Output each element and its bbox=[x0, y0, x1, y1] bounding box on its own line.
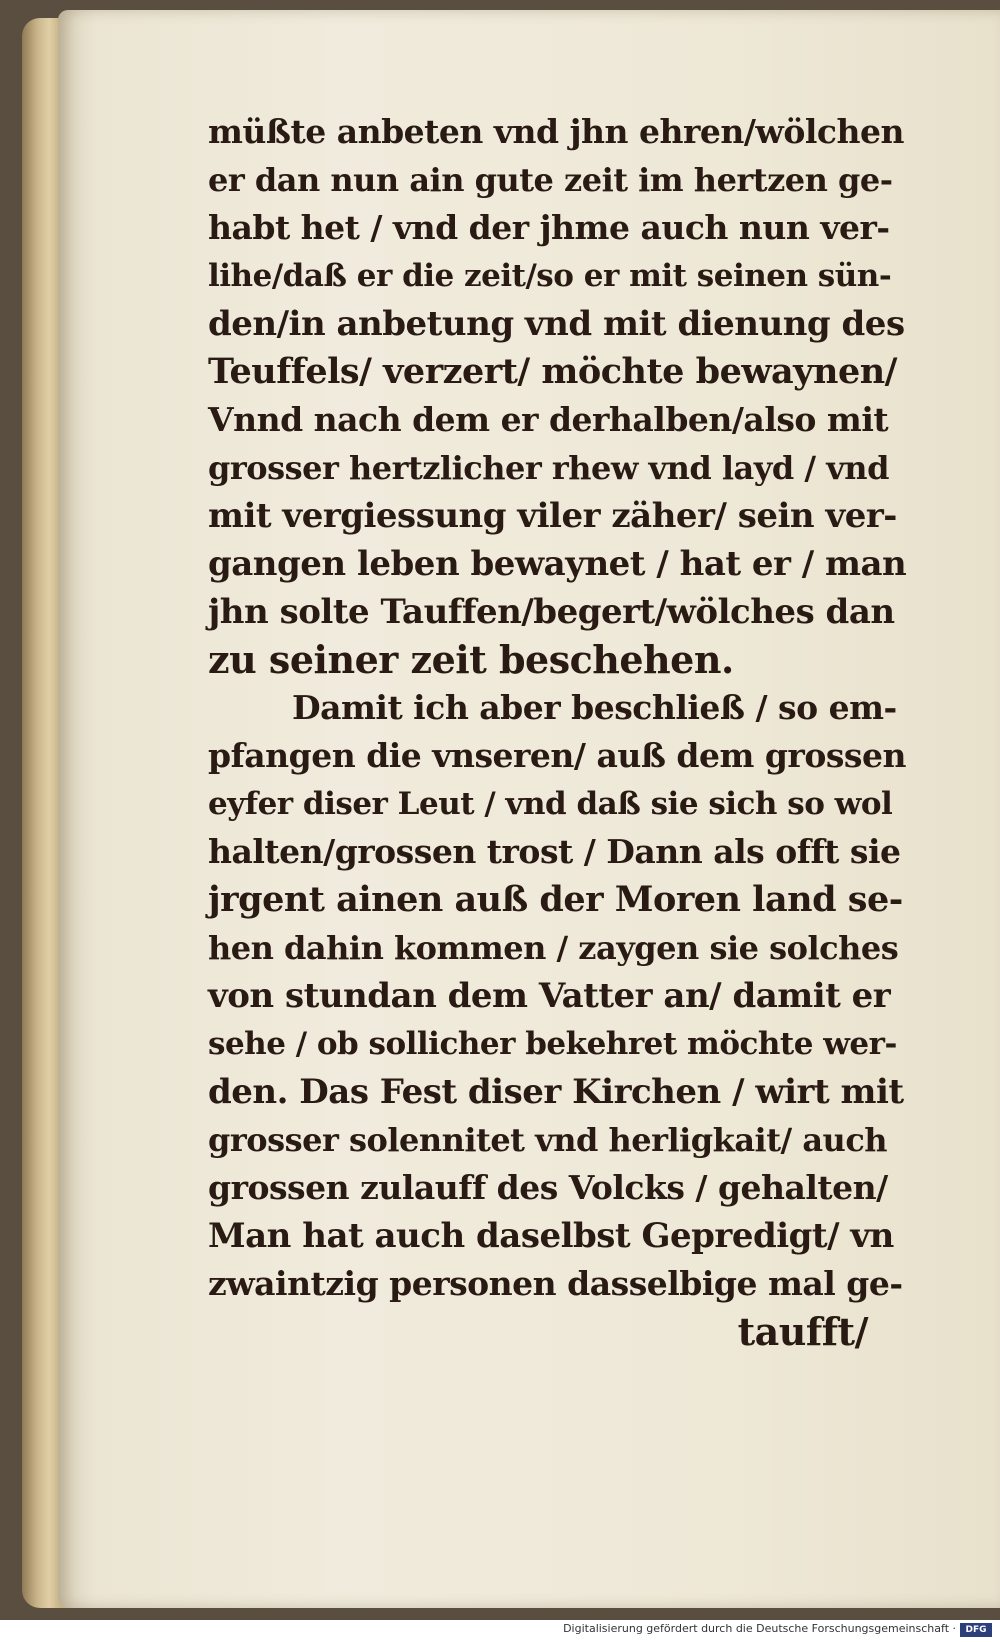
dfg-logo: DFG bbox=[960, 1623, 992, 1637]
text-line: zwaintzig personen dasselbige mal ge- bbox=[208, 1264, 903, 1303]
text-line: sehe / ob sollicher bekehret möchte wer- bbox=[208, 1026, 897, 1062]
text-line: von stundan dem Vatter an/ damit er bbox=[208, 976, 891, 1016]
text-line: gangen leben bewaynet / hat er / man bbox=[208, 544, 907, 584]
text-line: jrgent ainen auß der Moren land se- bbox=[208, 879, 903, 920]
text-line: lihe/daß er die zeit/so er mit seinen sün- bbox=[208, 258, 892, 294]
text-line: den. Das Fest diser Kirchen / wirt mit bbox=[208, 1072, 904, 1112]
text-line: grossen zulauff des Volcks / gehalten/ bbox=[208, 1168, 888, 1207]
text-line: habt het / vnd der jhme auch nun ver- bbox=[208, 208, 890, 247]
text-line: den/in anbetung vnd mit dienung des bbox=[208, 304, 905, 344]
text-line: eyfer diser Leut / vnd daß sie sich so wol bbox=[208, 786, 893, 822]
text-line: Man hat auch daselbst Gepredigt/ vn bbox=[208, 1216, 894, 1256]
page-text bbox=[208, 108, 908, 1356]
text-line: Teuffels/ verzert/ möchte bewaynen/ bbox=[208, 351, 897, 392]
text-line: pfangen die vnseren/ auß dem grossen bbox=[208, 736, 906, 775]
text-line: grosser solennitet vnd herligkait/ auch bbox=[208, 1121, 888, 1159]
text-line: hen dahin kommen / zaygen sie solches bbox=[208, 929, 899, 967]
text-line: Vnnd nach dem er derhalben/also mit bbox=[208, 400, 889, 439]
text-line: zu seiner zeit beschehen. bbox=[208, 637, 734, 682]
text-line: er dan nun ain gute zeit im hertzen ge- bbox=[208, 161, 893, 199]
catchword: taufft/ bbox=[737, 1309, 868, 1354]
text-line: grosser hertzlicher rhew vnd layd / vnd bbox=[208, 449, 889, 487]
text-line: Damit ich aber beschließ / so em- bbox=[292, 688, 897, 727]
funding-credit: Digitalisierung gefördert durch die Deutsche Forschungsgemeinschaft · bbox=[563, 1622, 956, 1635]
text-line: müßte anbeten vnd jhn ehren/wölchen bbox=[208, 112, 904, 151]
text-line: jhn solte Tauffen/begert/wölches dan bbox=[208, 592, 895, 632]
text-line: mit vergiessung viler zäher/ sein ver- bbox=[208, 496, 897, 536]
text-line: halten/grossen trost / Dann als offt sie bbox=[208, 832, 901, 871]
